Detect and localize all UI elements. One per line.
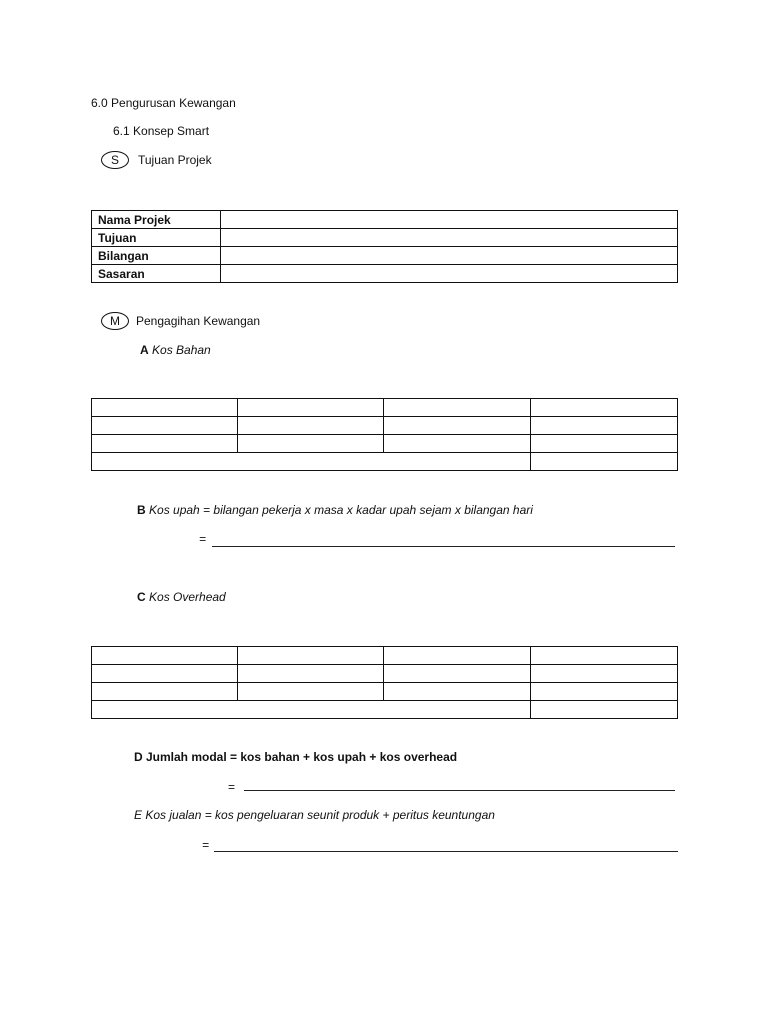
table-cell[interactable] [384, 683, 531, 701]
table-cell[interactable] [238, 399, 384, 417]
table-cell[interactable] [92, 435, 238, 453]
part-b-formula [137, 503, 533, 517]
table-cell[interactable] [238, 647, 384, 665]
row-value-cell[interactable] [221, 247, 678, 265]
table-cell[interactable] [531, 435, 678, 453]
table-row [92, 247, 678, 265]
table-cell[interactable] [384, 435, 531, 453]
table-row [92, 417, 678, 435]
table-cell[interactable] [531, 647, 678, 665]
table-cell[interactable] [92, 417, 238, 435]
table-cell[interactable] [531, 417, 678, 435]
row-label: Tujuan [92, 229, 221, 247]
total-row [92, 453, 678, 471]
table-cell[interactable] [238, 435, 384, 453]
table-row [92, 211, 678, 229]
table-cell[interactable] [92, 399, 238, 417]
row-value-cell[interactable] [221, 265, 678, 283]
m-circle-badge: M [101, 312, 129, 330]
part-e-equals: = [202, 838, 210, 852]
part-a-letter: A [140, 343, 149, 357]
table-cell[interactable] [384, 665, 531, 683]
table-cell[interactable] [531, 683, 678, 701]
table-row [92, 265, 678, 283]
table-row [92, 399, 678, 417]
part-b-letter: B [137, 503, 146, 517]
part-d-equals: = [228, 780, 236, 794]
part-b-answer-line[interactable] [212, 546, 675, 547]
row-label: Nama Projek [92, 211, 221, 229]
part-e-answer-line[interactable] [214, 851, 678, 852]
table-row [92, 229, 678, 247]
s-circle-badge: S [101, 151, 129, 169]
total-value-cell[interactable] [531, 453, 678, 471]
row-label: Sasaran [92, 265, 221, 283]
table-row [92, 683, 678, 701]
part-d-answer-line[interactable] [244, 790, 675, 791]
table-cell[interactable] [238, 665, 384, 683]
total-label-cell [92, 453, 531, 471]
part-c-label: Kos Overhead [149, 590, 226, 604]
part-a-heading [140, 343, 211, 357]
pengagihan-kewangan-title: Pengagihan Kewangan [136, 314, 261, 328]
kos-overhead-table [91, 646, 678, 719]
part-b-equals: = [199, 532, 207, 546]
table-cell[interactable] [384, 647, 531, 665]
table-cell[interactable] [531, 399, 678, 417]
project-info-table [91, 210, 678, 283]
total-label-cell [92, 701, 531, 719]
part-c-heading [137, 590, 226, 604]
table-cell[interactable] [384, 417, 531, 435]
row-label: Bilangan [92, 247, 221, 265]
table-cell[interactable] [92, 647, 238, 665]
table-row [92, 665, 678, 683]
table-cell[interactable] [92, 683, 238, 701]
tujuan-projek-title: Tujuan Projek [138, 153, 212, 167]
table-cell[interactable] [238, 683, 384, 701]
table-row [92, 435, 678, 453]
total-row [92, 701, 678, 719]
part-e-formula: E Kos jualan = kos pengeluaran seunit produk + peritus keuntungan [134, 808, 495, 822]
table-cell[interactable] [238, 417, 384, 435]
subsection-heading: 6.1 Konsep Smart [113, 124, 210, 138]
row-value-cell[interactable] [221, 229, 678, 247]
part-b-text: Kos upah = bilangan pekerja x masa x kadar upah sejam x bilangan hari [149, 503, 533, 517]
table-cell[interactable] [531, 665, 678, 683]
table-row [92, 647, 678, 665]
part-d-formula: D Jumlah modal = kos bahan + kos upah + kos overhead [134, 750, 458, 764]
kos-bahan-table [91, 398, 678, 471]
section-heading: 6.0 Pengurusan Kewangan [91, 96, 236, 110]
table-cell[interactable] [92, 665, 238, 683]
row-value-cell[interactable] [221, 211, 678, 229]
total-value-cell[interactable] [531, 701, 678, 719]
table-cell[interactable] [384, 399, 531, 417]
part-c-letter: C [137, 590, 146, 604]
part-a-label: Kos Bahan [152, 343, 211, 357]
